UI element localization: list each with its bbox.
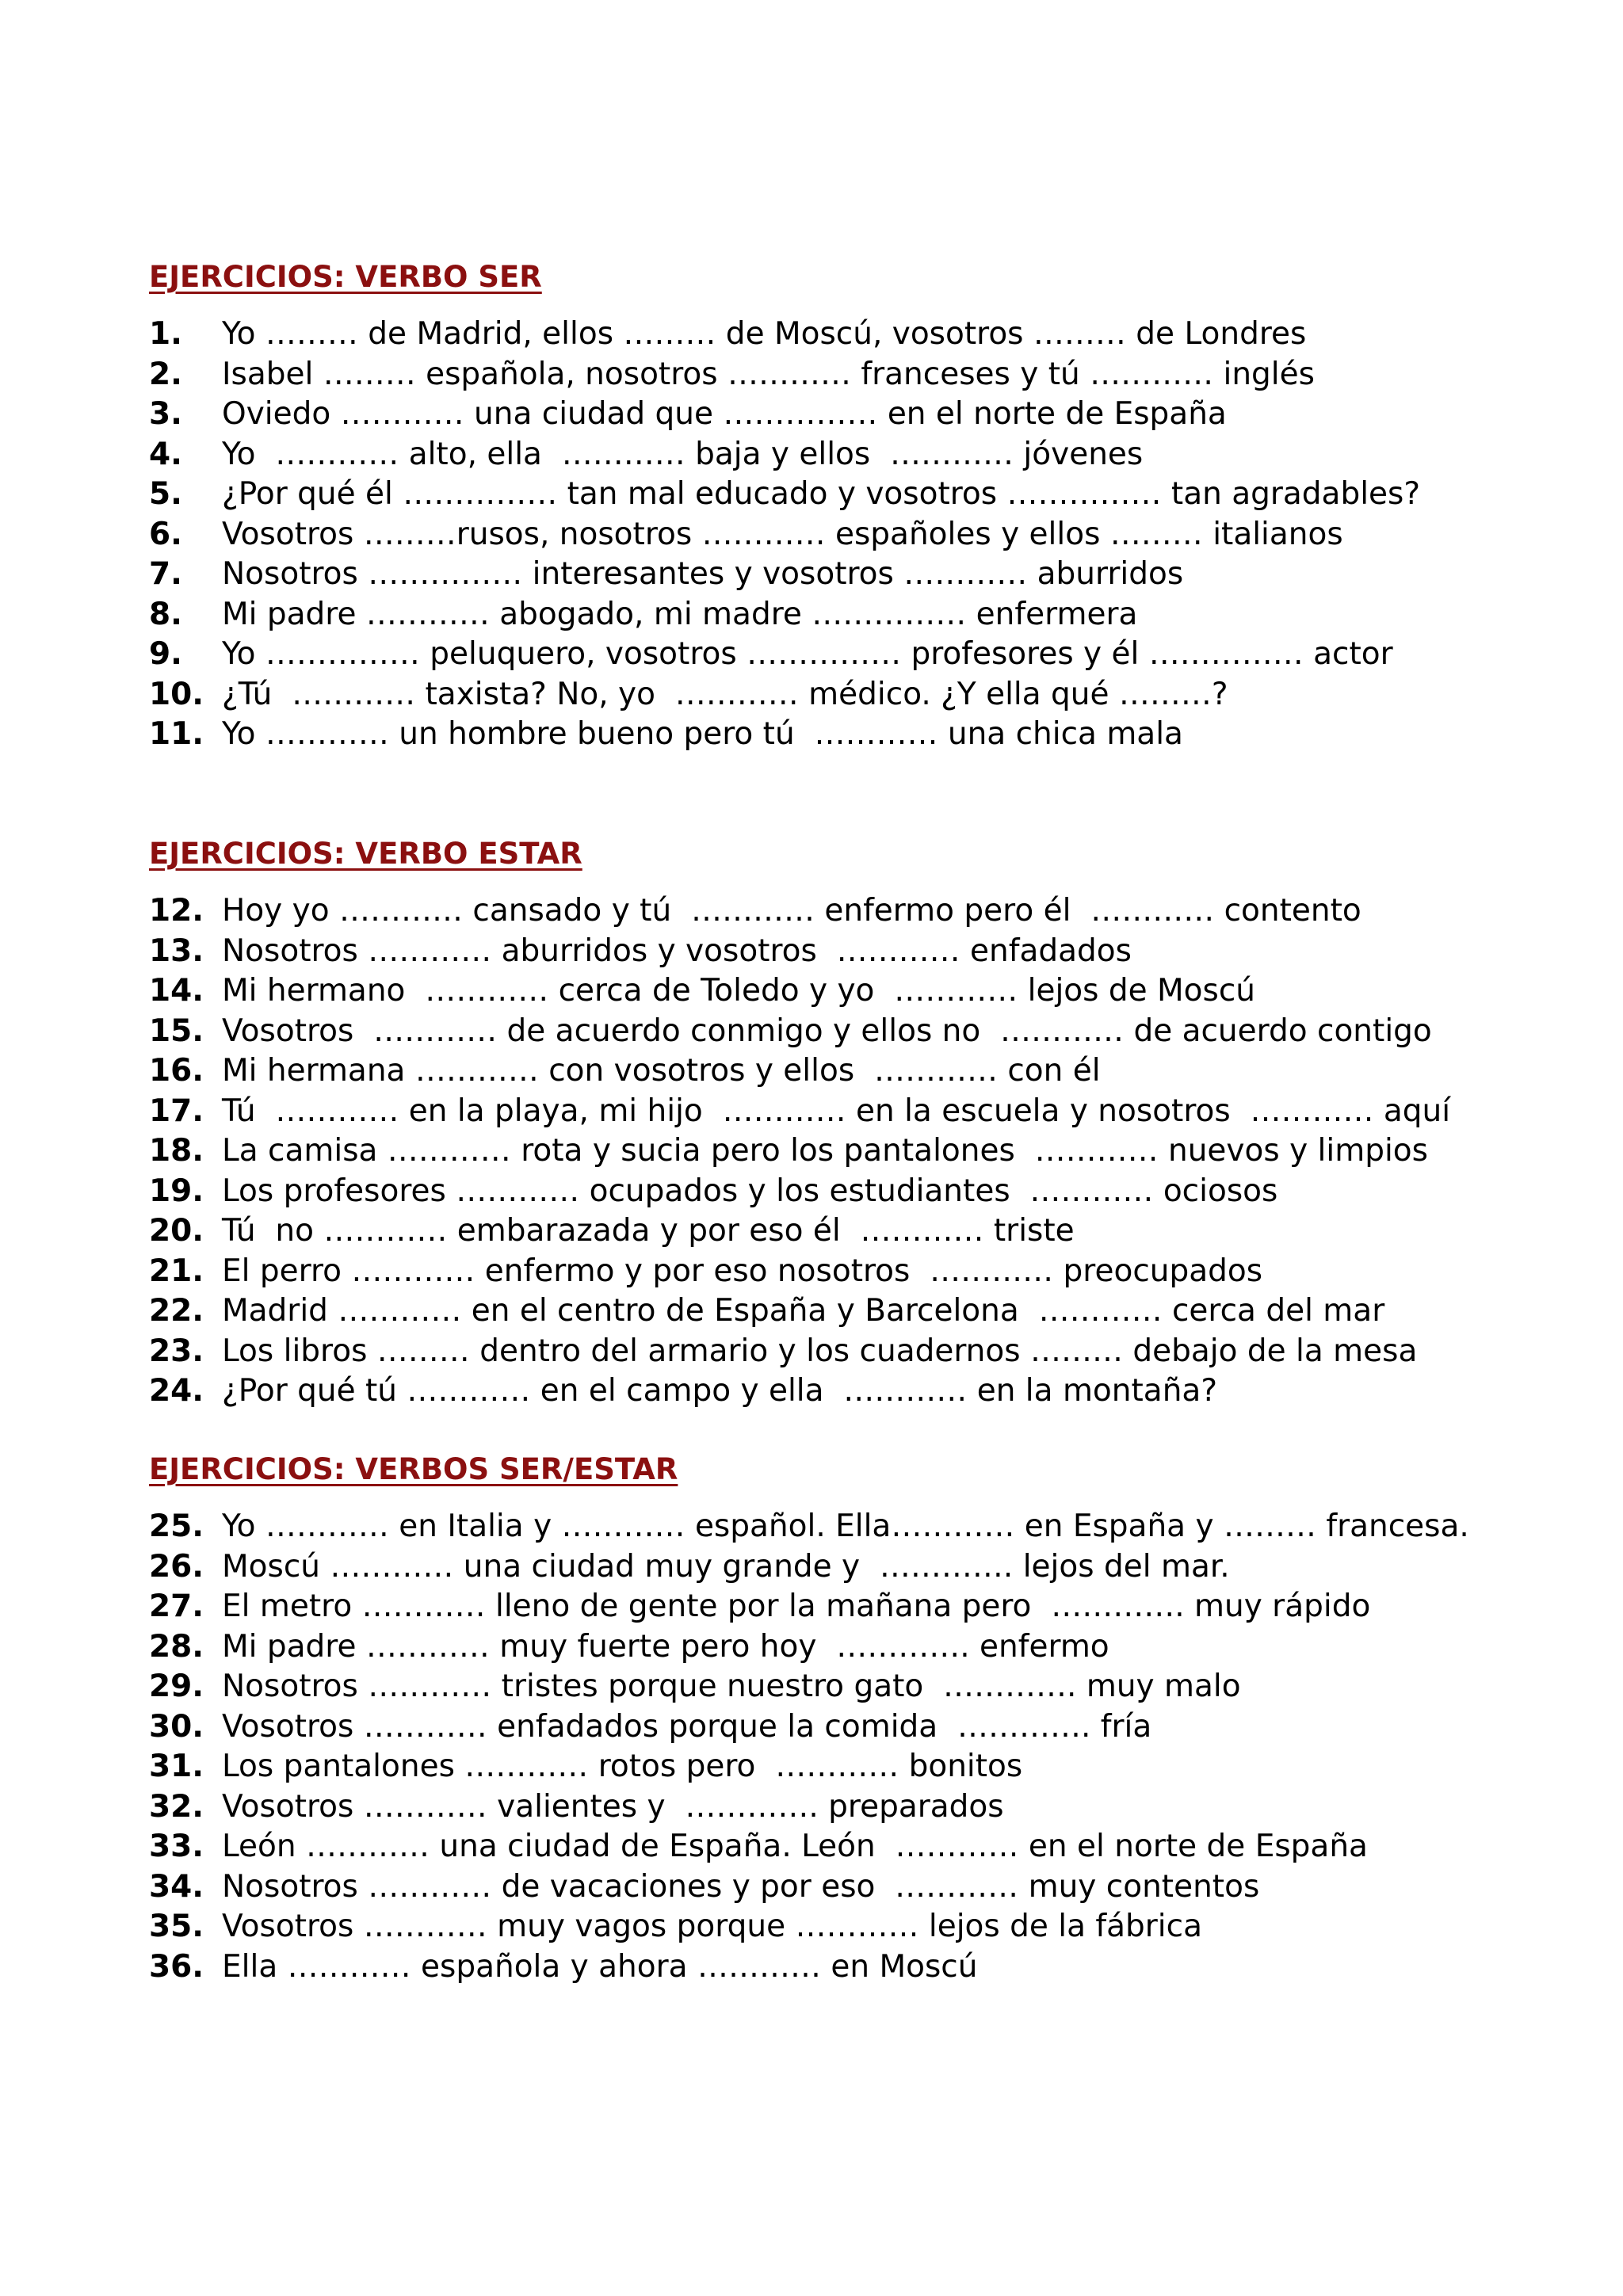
exercise-text: Vosotros ………… de acuerdo conmigo y ellos no ………… de acuerdo contigo <box>222 1013 1432 1049</box>
exercise-list <box>149 315 1575 755</box>
exercise-text: León ………… una ciudad de España. León ………… en el norte de España <box>222 1829 1368 1864</box>
exercise-number: 3. <box>149 396 182 432</box>
exercise-item <box>149 971 1575 1012</box>
exercise-number: 2. <box>149 356 182 392</box>
exercise-number: 1. <box>149 316 182 352</box>
exercise-item <box>149 1211 1575 1252</box>
exercise-item <box>149 1291 1575 1332</box>
exercise-item <box>149 1012 1575 1052</box>
exercise-number: 27. <box>149 1589 204 1624</box>
exercise-item <box>149 715 1575 755</box>
exercise-item <box>149 1707 1575 1748</box>
exercise-number: 29. <box>149 1669 204 1704</box>
exercise-item <box>149 1867 1575 1908</box>
exercise-item <box>149 1507 1575 1547</box>
exercise-text: Tú no ………… embarazada y por eso él ………… triste <box>222 1213 1075 1249</box>
exercise-text: Los pantalones ………… rotos pero ………… bonitos <box>222 1749 1023 1784</box>
exercise-number: 33. <box>149 1829 204 1864</box>
exercise-number: 20. <box>149 1213 204 1249</box>
exercise-number: 9. <box>149 636 182 672</box>
exercise-number: 8. <box>149 596 182 632</box>
exercise-number: 13. <box>149 933 204 969</box>
exercise-item <box>149 1547 1575 1588</box>
section-verbos-ser-estar <box>149 1452 1575 1987</box>
exercise-item <box>149 1907 1575 1947</box>
exercise-number: 36. <box>149 1948 204 1985</box>
exercise-number: 5. <box>149 476 182 512</box>
exercise-number: 34. <box>149 1868 204 1905</box>
exercise-text: ¿Tú ………… taxista? No, yo ………… médico. ¿Y ella qué ………? <box>222 676 1228 712</box>
exercise-item <box>149 675 1575 715</box>
exercise-text: Moscú ………… una ciudad muy grande y …………. lejos del mar. <box>222 1548 1230 1585</box>
exercise-text: Vosotros ………rusos, nosotros ………… españoles y ellos ……… italianos <box>222 516 1343 552</box>
exercise-text: Yo ………… un hombre bueno pero tú ………… una chica mala <box>222 716 1183 752</box>
exercise-text: Madrid ………… en el centro de España y Barcelona ………… cerca del mar <box>222 1293 1385 1329</box>
exercise-number: 16. <box>149 1053 204 1089</box>
section-title: EJERCICIOS: VERBOS SER/ESTAR <box>149 1452 678 1486</box>
exercise-text: ¿Por qué él …………… tan mal educado y vosotros …………… tan agradables? <box>222 476 1421 512</box>
exercise-item <box>149 932 1575 972</box>
section-title: EJERCICIOS: VERBO SER <box>149 260 542 294</box>
exercise-number: 35. <box>149 1909 204 1944</box>
exercise-number: 23. <box>149 1333 204 1369</box>
exercise-text: Nosotros ………… tristes porque nuestro gato …………. muy malo <box>222 1669 1241 1704</box>
exercise-number: 24. <box>149 1373 204 1409</box>
exercise-text: Yo ………… alto, ella ………… baja y ellos ………… jóvenes <box>222 436 1144 472</box>
exercise-item <box>149 1787 1575 1828</box>
exercise-number: 22. <box>149 1293 204 1329</box>
exercise-text: El perro ………… enfermo y por eso nosotros ………… preocupados <box>222 1253 1263 1289</box>
exercise-text: Los libros ……… dentro del armario y los cuadernos ……… debajo de la mesa <box>222 1333 1418 1369</box>
exercise-item <box>149 1131 1575 1172</box>
exercise-text: Vosotros ………… valientes y …………. preparados <box>222 1788 1004 1825</box>
exercise-text: Nosotros …………… interesantes y vosotros ………… aburridos <box>222 556 1184 592</box>
exercise-text: Yo ………… en Italia y ………… español. Ella………… en España y ……… francesa. <box>222 1508 1469 1544</box>
exercise-item <box>149 635 1575 675</box>
exercise-item <box>149 1627 1575 1668</box>
exercise-list <box>149 1507 1575 1987</box>
exercise-item <box>149 1947 1575 1988</box>
section-title: EJERCICIOS: VERBO ESTAR <box>149 837 582 871</box>
exercise-text: Isabel ……… española, nosotros ………… franceses y tú ………… inglés <box>222 356 1315 392</box>
exercise-item <box>149 1252 1575 1292</box>
exercise-number: 18. <box>149 1133 204 1169</box>
exercise-number: 7. <box>149 556 182 592</box>
exercise-number: 28. <box>149 1628 204 1665</box>
exercise-item <box>149 1092 1575 1132</box>
exercise-text: Oviedo ………… una ciudad que …………… en el norte de España <box>222 396 1227 432</box>
exercise-number: 17. <box>149 1093 204 1129</box>
exercise-item <box>149 1667 1575 1707</box>
exercise-item <box>149 395 1575 435</box>
exercise-number: 6. <box>149 516 182 552</box>
exercise-item <box>149 595 1575 635</box>
exercise-number: 11. <box>149 716 204 752</box>
exercise-item <box>149 315 1575 355</box>
exercise-item <box>149 1827 1575 1867</box>
exercise-number: 10. <box>149 676 204 712</box>
section-verbo-ser <box>149 260 1575 755</box>
exercise-text: Mi hermano ………… cerca de Toledo y yo ………… lejos de Moscú <box>222 973 1255 1009</box>
exercise-item <box>149 1051 1575 1092</box>
exercise-number: 31. <box>149 1749 204 1784</box>
exercise-number: 12. <box>149 893 204 929</box>
section-verbo-estar <box>149 837 1575 1412</box>
exercise-item <box>149 891 1575 932</box>
exercise-number: 19. <box>149 1173 204 1209</box>
exercise-item <box>149 355 1575 395</box>
exercise-text: Ella ………… española y ahora ………… en Moscú <box>222 1948 978 1985</box>
exercise-item <box>149 1332 1575 1372</box>
exercise-number: 21. <box>149 1253 204 1289</box>
exercise-number: 30. <box>149 1708 204 1745</box>
exercise-text: Nosotros ………… de vacaciones y por eso ………… muy contentos <box>222 1868 1260 1905</box>
exercise-text: ¿Por qué tú ………… en el campo y ella ………… en la montaña? <box>222 1373 1218 1409</box>
exercise-text: Mi padre ………… abogado, mi madre …………… enfermera <box>222 596 1138 632</box>
exercise-text: Mi hermana ………… con vosotros y ellos ………… con él <box>222 1053 1101 1089</box>
exercise-number: 26. <box>149 1548 204 1585</box>
exercise-text: El metro ………… lleno de gente por la mañana pero …………. muy rápido <box>222 1589 1371 1624</box>
exercise-item <box>149 555 1575 595</box>
exercise-text: Nosotros ………… aburridos y vosotros ………… enfadados <box>222 933 1132 969</box>
exercise-number: 4. <box>149 436 182 472</box>
exercise-item <box>149 475 1575 515</box>
exercise-item <box>149 435 1575 475</box>
exercise-number: 32. <box>149 1788 204 1825</box>
exercise-item <box>149 515 1575 555</box>
exercise-text: Mi padre ………… muy fuerte pero hoy …………. enfermo <box>222 1628 1109 1665</box>
exercise-item <box>149 1371 1575 1412</box>
exercise-item <box>149 1172 1575 1212</box>
exercise-text: Tú ………… en la playa, mi hijo ………… en la escuela y nosotros ………… aquí <box>222 1093 1451 1129</box>
exercise-text: Hoy yo ………… cansado y tú ………… enfermo pero él ………… contento <box>222 893 1361 929</box>
exercise-list <box>149 891 1575 1412</box>
exercise-number: 25. <box>149 1508 204 1544</box>
exercise-text: Los profesores ………… ocupados y los estudiantes ………… ociosos <box>222 1173 1278 1209</box>
exercise-text: La camisa ………… rota y sucia pero los pantalones ………… nuevos y limpios <box>222 1133 1428 1169</box>
exercise-text: Vosotros ………… enfadados porque la comida …………. fría <box>222 1708 1152 1745</box>
exercise-text: Yo ……… de Madrid, ellos ……… de Moscú, vosotros ……… de Londres <box>222 316 1307 352</box>
exercise-number: 15. <box>149 1013 204 1049</box>
exercise-item <box>149 1587 1575 1627</box>
exercise-number: 14. <box>149 973 204 1009</box>
exercise-text: Vosotros ………… muy vagos porque ………… lejos de la fábrica <box>222 1909 1202 1944</box>
exercise-text: Yo …………… peluquero, vosotros …………… profesores y él …………… actor <box>222 636 1393 672</box>
exercise-item <box>149 1747 1575 1787</box>
